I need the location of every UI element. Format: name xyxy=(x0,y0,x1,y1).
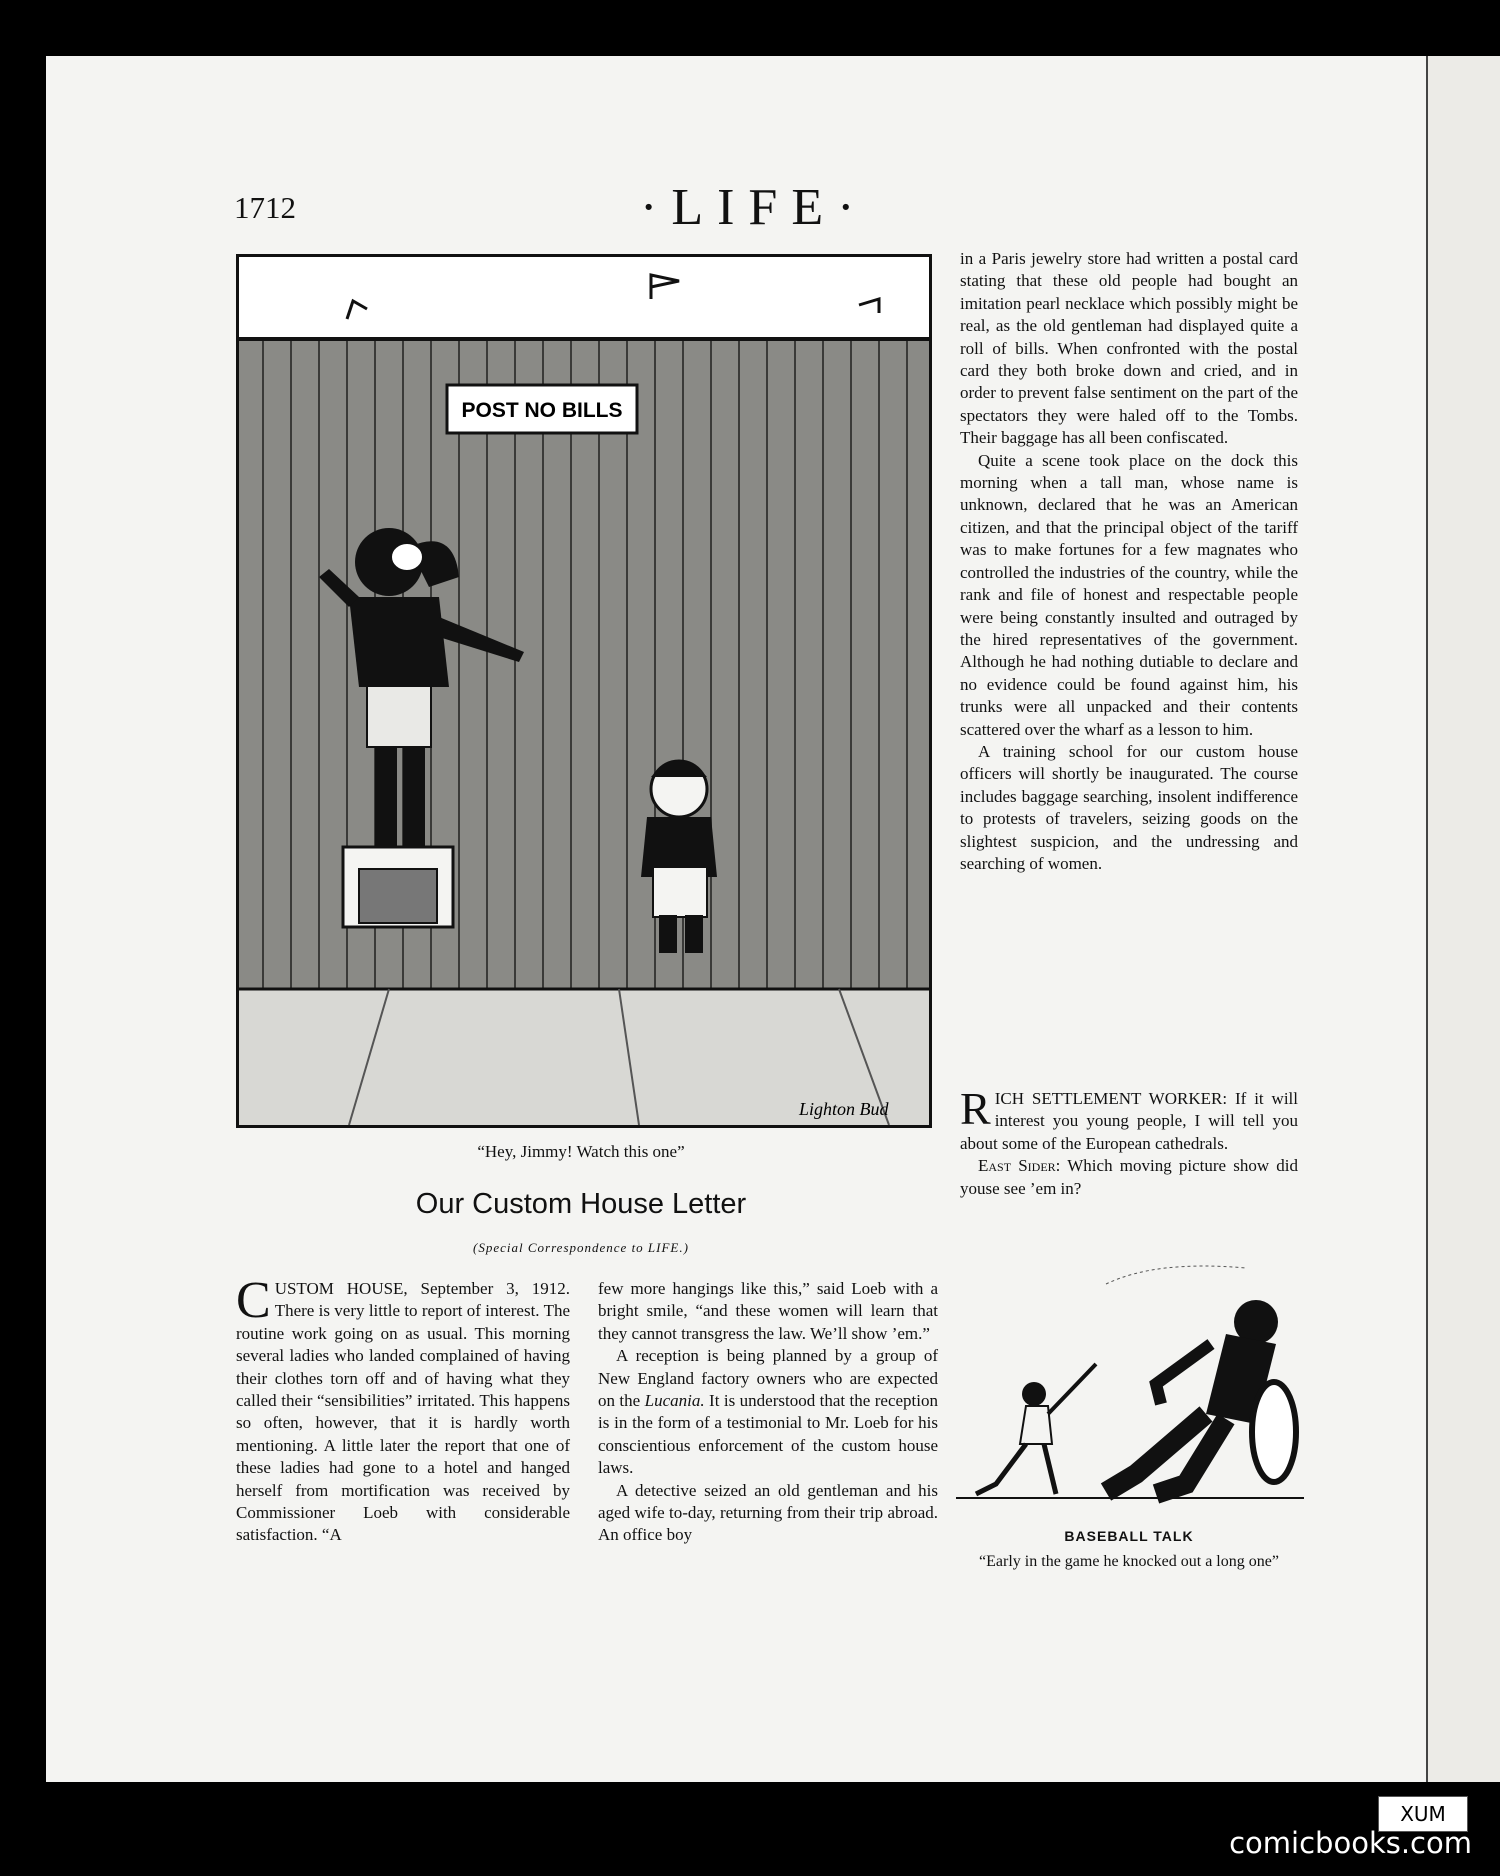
joke-line-1: RICH SETTLEMENT WORKER: If it will interest you young people, I will tell you about some of the European cathedrals. xyxy=(960,1083,1298,1153)
article-subhead: (Special Correspondence to LIFE.) xyxy=(473,1240,689,1255)
joke-dialogue xyxy=(960,1083,1298,1200)
article-paragraph: A reception is being planned by a group of New England factory owners who are expected on the Lucania. It is understood that the reception is in the form of a testimonial to Mr. Loeb for his conscientious enforcement of the custom house laws. xyxy=(598,1346,938,1478)
large-player-figure xyxy=(1106,1300,1296,1494)
article-column-2 xyxy=(598,1278,938,1547)
magazine-title: ·LIFE· xyxy=(640,179,869,236)
illustration-title: BASEBALL TALK xyxy=(1064,1528,1194,1544)
cartoon-illustration xyxy=(236,254,932,1128)
small-player-figure xyxy=(976,1364,1096,1494)
watermark-site: comicbooks.com xyxy=(1229,1826,1472,1860)
drop-cap: C xyxy=(236,1272,271,1329)
article-paragraph: A detective seized an old gentleman and his aged wife to-day, returning from their trip abroad. An office boy xyxy=(598,1480,938,1545)
article-headline: Our Custom House Letter xyxy=(415,1188,747,1220)
joke-speaker: ICH SETTLEMENT WORKER: xyxy=(994,1089,1228,1108)
joke-line-2: East Sider: Which moving picture show did youse see ’em in? xyxy=(960,1156,1298,1198)
watermark-label: XUM xyxy=(1378,1796,1468,1832)
adjacent-page-edge xyxy=(1426,56,1500,1782)
post-no-bills-sign: POST NO BILLS xyxy=(461,399,623,422)
baseball-illustration xyxy=(956,1254,1304,1514)
article-paragraph: few more hangings like this,” said Loeb with a bright smile, “and these women will learn that they cannot transgress the law. We’ll show ’em.” xyxy=(598,1279,938,1343)
page-number: 1712 xyxy=(234,190,296,225)
cartoon-caption: “Hey, Jimmy! Watch this one” xyxy=(477,1142,685,1161)
joke-speaker: East Sider: xyxy=(978,1156,1061,1176)
cartoon-signature: Lighton Bud xyxy=(799,1099,889,1119)
article-paragraph: CUSTOM HOUSE, September 3, 1912. There is very little to report of interest. The routine work going on as usual. This morning several ladies who landed complained of having their clothes torn off and of having what they called their “sensibilities” irritated. This happens so often, however, that it is hardly worth mentioning. A little later the report that one of these ladies had gone to a hotel and hanged herself from mortification was received by Commissioner Loeb with considerable satisfaction. “A xyxy=(236,1272,570,1545)
article-paragraph: A training school for our custom house officers will shortly be inaugurated. The course includes baggage searching, insolent indifference to protests of travelers, seizing goods on the slightest suspicion, and the undressing and searching of women. xyxy=(960,741,1298,873)
article-column-3 xyxy=(960,248,1298,875)
drop-cap: R xyxy=(960,1083,991,1134)
illustration-caption: “Early in the game he knocked out a long one” xyxy=(979,1553,1279,1570)
article-paragraph: in a Paris jewelry store had written a postal card stating that these old people had bought an imitation pearl necklace which possibly might be real, as the old gentleman had displayed quite a roll of bills. When confronted with the postal card they both broke down and cried, and in order to prevent false sentiment on the part of the spectators they were haled off to the Tombs. Their baggage has all been confiscated. xyxy=(960,249,1298,448)
article-paragraph: Quite a scene took place on the dock this morning when a tall man, whose name is unknown, declared that he was an American citizen, and that the principal object of the tariff was to make fortunes for a few magnates who controlled the industries of the country, while the rank and file of honest and respectable people were being constantly insulted and outraged by the hired representatives of the government. Although he had nothing dutiable to declare and no evidence could be found against him, his trunks were all unpacked and their contents scattered over the wharf as a lesson to him. xyxy=(960,450,1298,739)
article-column-1 xyxy=(236,1272,570,1547)
